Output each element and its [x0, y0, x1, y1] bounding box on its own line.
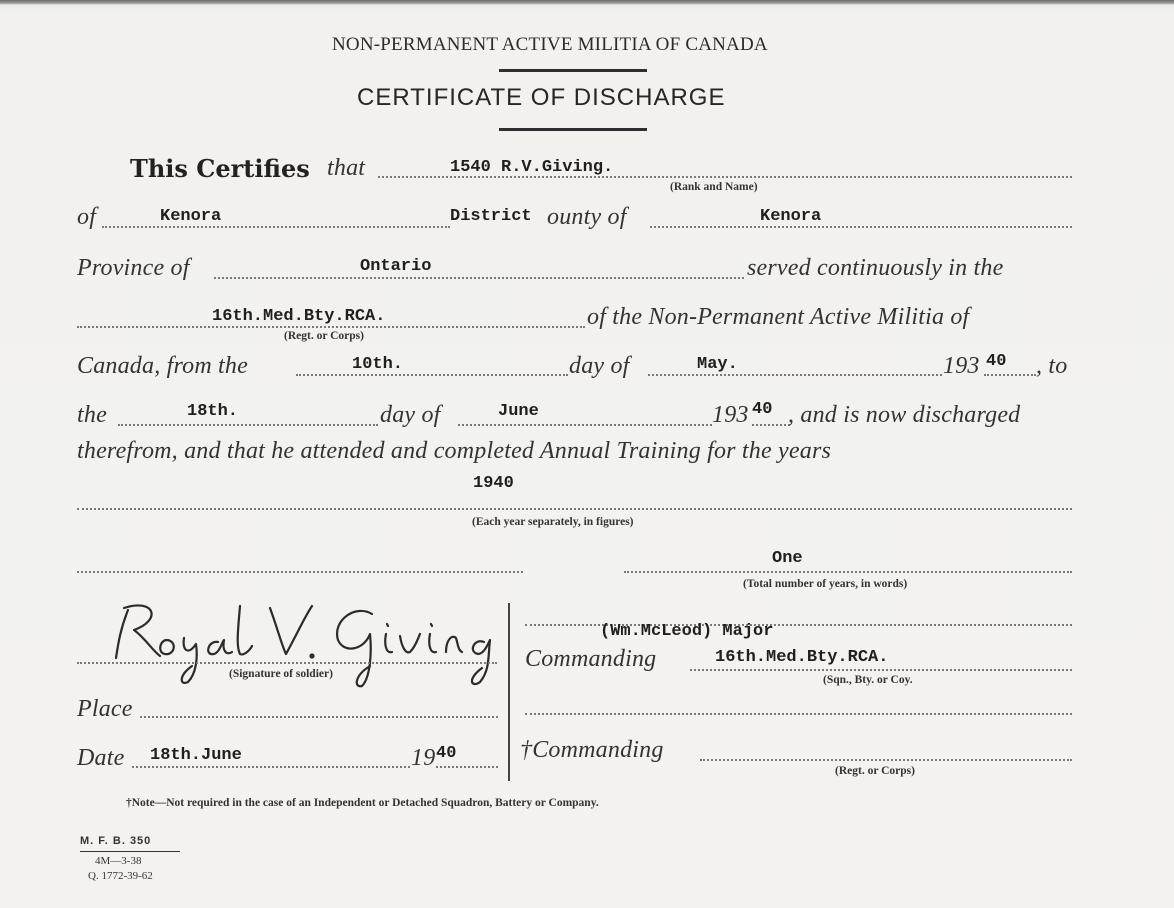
to-month-line — [458, 424, 712, 426]
header-rule-bottom — [499, 128, 647, 131]
from-month-value: May. — [697, 355, 738, 374]
county-line — [650, 226, 1072, 228]
training-years-line — [77, 508, 1072, 510]
regt-corps-caption-2: (Regt. or Corps) — [835, 765, 915, 777]
day-of-label: day of — [569, 353, 630, 379]
date-value: 18th.June — [150, 746, 242, 765]
from-year-line — [984, 374, 1036, 376]
date-line — [132, 766, 410, 768]
form-print-code: 4M—3-38 — [95, 855, 142, 867]
commander-value: (Wm.McLeod) Major — [600, 622, 774, 641]
the-label: the — [77, 402, 107, 428]
to-year-line — [752, 424, 790, 426]
date-label: Date — [77, 745, 125, 771]
form-number: M. F. B. 350 — [80, 835, 152, 847]
of-line — [102, 226, 450, 228]
to-day-of-label: day of — [380, 402, 441, 428]
dagger-commanding-line — [700, 759, 1072, 761]
of-place-value: Kenora — [160, 207, 222, 226]
regiment-line — [77, 326, 585, 328]
form-ref-code: Q. 1772-39-62 — [88, 870, 153, 882]
form-number-rule — [80, 851, 180, 852]
canada-from-label: Canada, from the — [77, 353, 248, 379]
total-years-line — [624, 571, 1072, 573]
to-year-prefix: 193 — [712, 402, 749, 428]
certificate-title: CERTIFICATE OF DISCHARGE — [357, 84, 726, 111]
province-line — [214, 277, 744, 279]
sqn-bty-coy-caption: (Sqn., Bty. or Coy. — [823, 674, 913, 686]
training-years-value: 1940 — [473, 474, 514, 493]
of-label: of — [77, 204, 97, 230]
commanding-unit-line — [690, 669, 1072, 671]
that-label: that — [327, 155, 366, 181]
total-years-caption: (Total number of years, in words) — [743, 578, 908, 590]
commanding-unit-value: 16th.Med.Bty.RCA. — [715, 648, 889, 667]
blank-line-right — [525, 713, 1072, 715]
to-day-value: 18th. — [187, 402, 239, 421]
date-year-line — [436, 766, 498, 768]
place-line — [140, 716, 498, 718]
place-label: Place — [77, 696, 133, 722]
from-year-prefix: 193 — [943, 353, 980, 379]
of-npam-label: of the Non-Permanent Active Militia of — [587, 304, 970, 330]
regiment-value: 16th.Med.Bty.RCA. — [212, 307, 386, 326]
from-year-value: 40 — [986, 352, 1007, 371]
each-year-caption: (Each year separately, in figures) — [472, 516, 634, 528]
rank-and-name-value: 1540 R.V.Giving. — [450, 158, 614, 177]
from-month-line — [648, 374, 942, 376]
rank-and-name-caption: (Rank and Name) — [670, 181, 758, 193]
from-day-value: 10th. — [352, 355, 404, 374]
signature-line — [77, 662, 497, 664]
from-day-line — [296, 374, 568, 376]
regt-corps-caption: (Regt. or Corps) — [284, 330, 364, 342]
total-years-value: One — [772, 549, 803, 568]
footnote: †Note—Not required in the case of an Independent or Detached Squadron, Battery or Company. — [126, 797, 599, 809]
section-divider — [508, 603, 510, 781]
militia-title: NON-PERMANENT ACTIVE MILITIA OF CANADA — [332, 34, 768, 55]
province-of-label: Province of — [77, 255, 190, 281]
to-label: , to — [1036, 353, 1068, 379]
blank-line-left — [77, 571, 523, 573]
county-of-label: ounty of — [547, 204, 627, 230]
to-month-value: June — [498, 402, 539, 421]
date-year-value: 40 — [436, 744, 457, 763]
district-value: District — [450, 207, 532, 226]
commanding-label: Commanding — [525, 646, 657, 672]
county-value: Kenora — [760, 207, 822, 226]
to-year-value: 40 — [752, 400, 773, 419]
therefrom-label: therefrom, and that he attended and completed Annual Training for the years — [77, 438, 832, 464]
to-day-line — [118, 424, 378, 426]
date-year-prefix: 19 — [411, 745, 436, 771]
served-continuously-label: served continuously in the — [747, 255, 1004, 281]
this-certifies-label: This Certifies — [130, 154, 310, 183]
discharged-label: , and is now discharged — [788, 402, 1021, 428]
header-rule-top — [499, 69, 647, 72]
dagger-commanding-label: †Commanding — [520, 737, 664, 763]
signature-caption: (Signature of soldier) — [229, 668, 333, 680]
province-value: Ontario — [360, 257, 432, 276]
